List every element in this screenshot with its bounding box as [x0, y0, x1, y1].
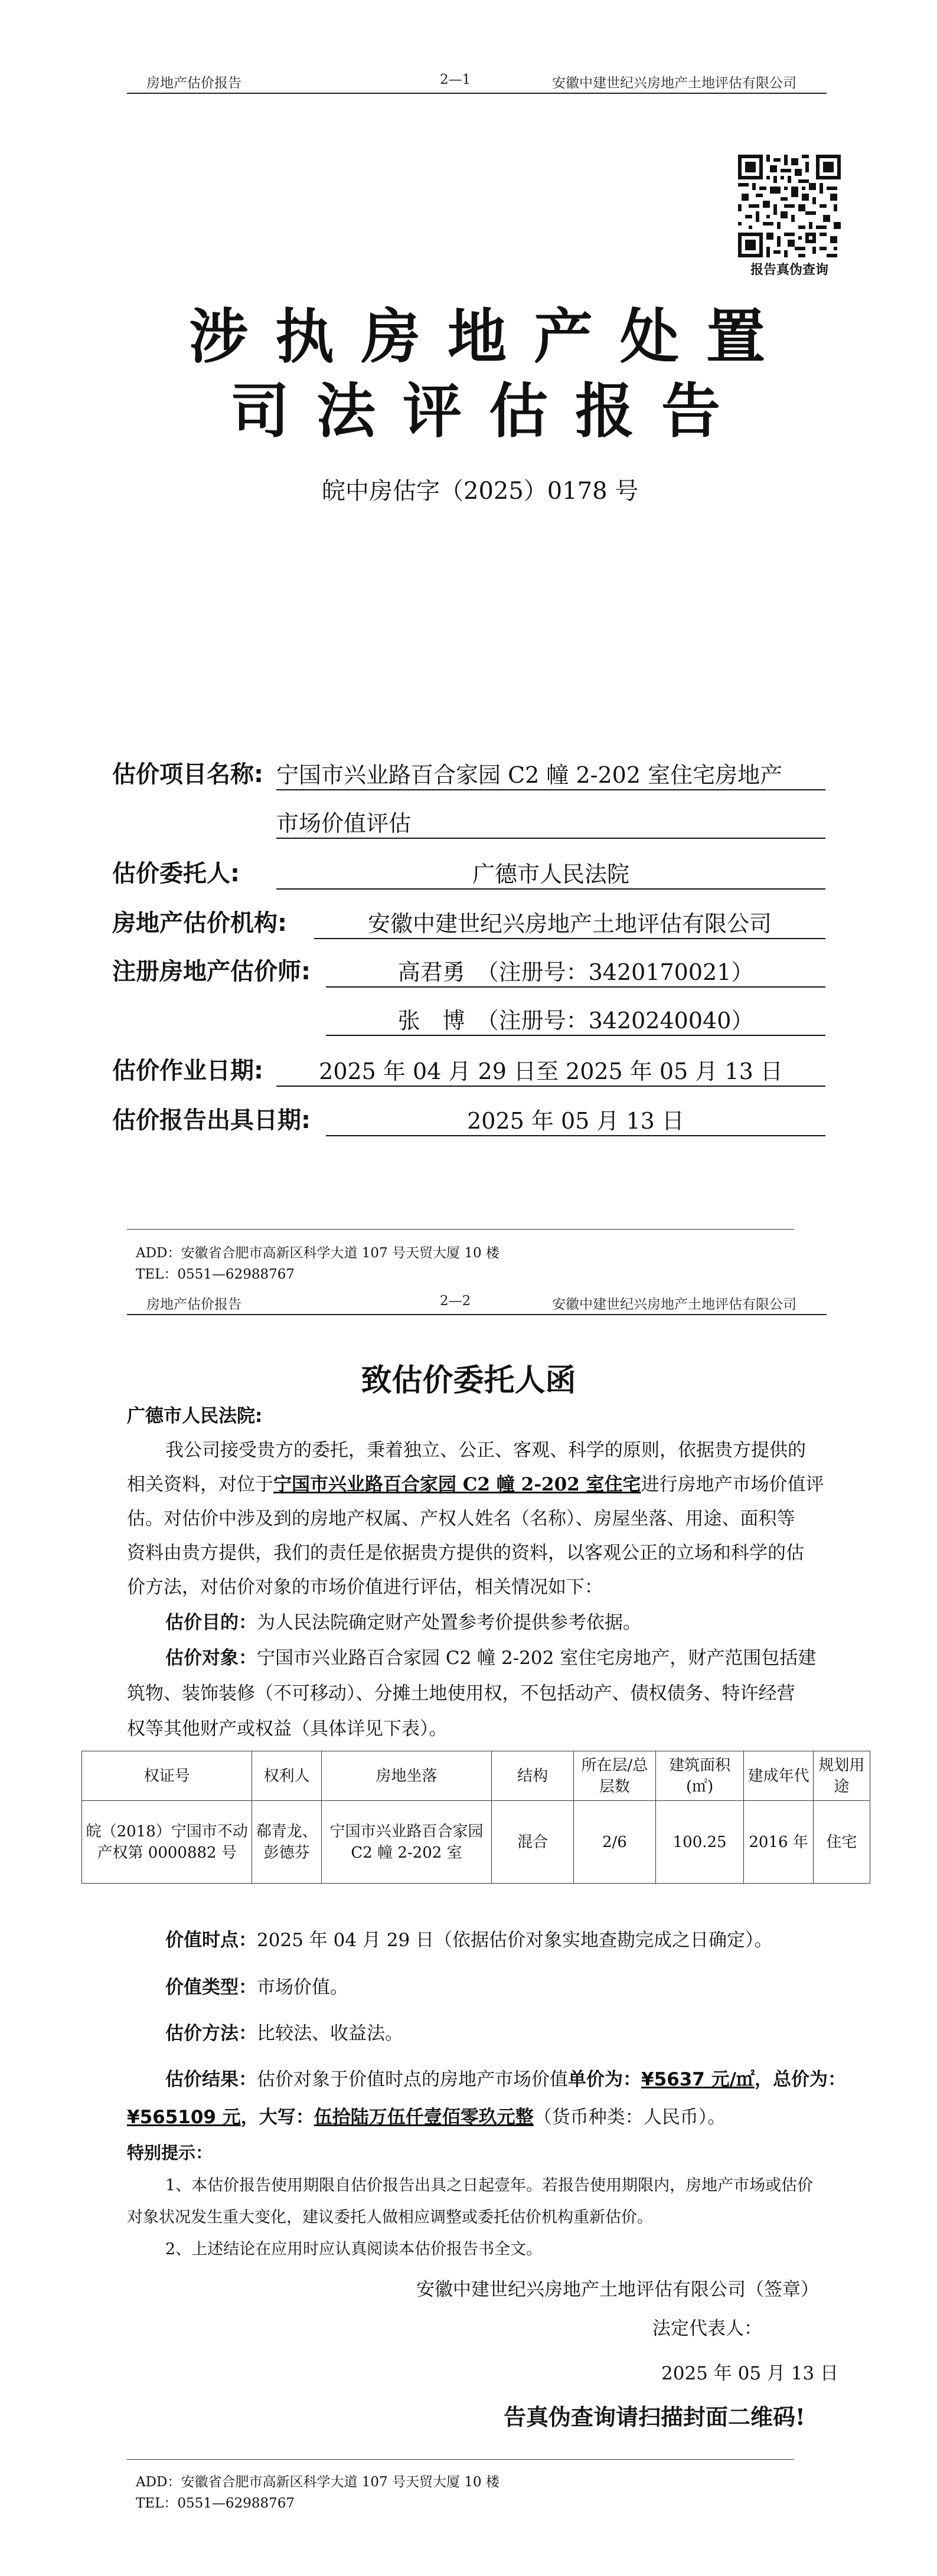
purpose-text: 为人民法院确定财产处置参考价提供参考依据。	[257, 1612, 641, 1633]
table-cell: 2/6	[574, 1801, 656, 1884]
table-header: 规划用途	[813, 1751, 870, 1801]
table-cell: 100.25	[655, 1801, 744, 1884]
project-name-value-line-2: 市场价值评估	[276, 805, 825, 839]
method-text: 比较法、收益法。	[257, 2023, 403, 2044]
signature-legal-rep: 法定代表人：	[652, 2318, 762, 2339]
header-left: 房地产估价报告	[146, 1297, 241, 1312]
total-price-value: ¥565109 元	[127, 2107, 241, 2128]
method-label: 估价方法：	[165, 2023, 257, 2044]
note-2: 2、上述结论在应用时应认真阅读本估价报告书全文。	[165, 2240, 543, 2258]
footer-phone: TEL：0551—62988767	[136, 2496, 295, 2511]
work-period-value: 2025 年 04 月 29 日至 2025 年 05 月 13 日	[276, 1053, 825, 1087]
intro-line-4: 资料由贵方提供，我们的责任是依据贵方提供的资料，以客观公正的立场和科学的估	[127, 1542, 804, 1564]
footer-rule	[127, 1229, 794, 1230]
value-type-label: 价值类型：	[165, 1977, 257, 1998]
table-cell: 2016 年	[744, 1801, 813, 1884]
intro-text: 相关资料，对位于	[127, 1474, 273, 1495]
header-rule	[127, 93, 827, 94]
header-left: 房地产估价报告	[146, 76, 241, 91]
object-line-2: 筑物、装饰装修（不可移动）、分摊土地使用权，不包括动产、债权债务、特许经营	[127, 1683, 795, 1704]
table-cell: 混合	[492, 1801, 574, 1884]
registered-appraiser-label: 注册房地产估价师:	[112, 958, 311, 985]
work-period-label: 估价作业日期:	[112, 1057, 263, 1084]
header-page-number: 2—2	[440, 1293, 471, 1309]
issue-date-value: 2025 年 05 月 13 日	[326, 1103, 825, 1136]
property-table	[81, 1751, 870, 1884]
footer-address: ADD：安徽省合肥市高新区科学大道 107 号天贸大厦 10 楼	[136, 2474, 499, 2490]
currency-text: （货币种类：人民币）。	[533, 2107, 726, 2128]
note-1-line-2: 对象状况发生重大变化，建议委托人做相应调整或委托估价机构重新估价。	[127, 2208, 653, 2227]
unit-price-value: ¥5637 元/㎡	[641, 2069, 755, 2090]
note-1-line-1: 1、本估价报告使用期限自估价报告出具之日起壹年。若报告使用期限内，房地产市场或估价	[165, 2176, 814, 2195]
intro-text: 进行房地产市场价值评	[641, 1474, 824, 1495]
object-line-3: 权等其他财产或权益（具体详见下表）。	[127, 1718, 448, 1740]
value-time-label: 价值时点：	[165, 1930, 257, 1951]
signature-date: 2025 年 05 月 13 日	[661, 2363, 839, 2384]
object-text: 宁国市兴业路百合家园 C2 幢 2-202 室住宅房地产，财产范围包括建	[257, 1647, 817, 1669]
value-time-line	[165, 1924, 773, 1957]
issue-date-label: 估价报告出具日期:	[112, 1107, 311, 1134]
table-cell: 皖（2018）宁国市不动产权第 0000882 号	[82, 1801, 252, 1884]
registered-appraiser-value-1: 高君勇 （注册号：3420170021）	[326, 954, 825, 988]
result-text: 估价对象于价值时点的房地产市场价值	[257, 2069, 568, 2090]
result-line-2	[127, 2101, 726, 2134]
addressee: 广德市人民法院:	[127, 1405, 263, 1427]
table-header: 权证号	[82, 1751, 252, 1801]
footer-rule	[127, 2459, 794, 2460]
header-rule	[127, 1314, 827, 1315]
appraisal-agency-label: 房地产估价机构:	[112, 910, 287, 937]
upper-case-label: ，大写：	[240, 2107, 314, 2128]
upper-case-value: 伍拾陆万伍仟壹佰零玖元整	[314, 2107, 534, 2128]
result-line-1	[165, 2064, 846, 2096]
project-name-label: 估价项目名称:	[112, 761, 263, 788]
table-row	[82, 1801, 870, 1884]
qr-verify-hint: 告真伪查询请扫描封面二维码!	[504, 2404, 805, 2430]
purpose-label: 估价目的：	[165, 1612, 257, 1633]
property-address-underlined: 宁国市兴业路百合家园 C2 幢 2-202 室住宅	[273, 1474, 641, 1495]
result-label: 估价结果：	[165, 2069, 257, 2090]
total-price-label: ，总价为：	[754, 2069, 846, 2090]
table-header: 结构	[492, 1751, 574, 1801]
value-time-text: 2025 年 04 月 29 日（依据估价对象实地查勘完成之日确定）。	[257, 1930, 773, 1951]
table-header: 建筑面积(㎡)	[655, 1751, 744, 1801]
table-header: 所在层/总层数	[574, 1751, 656, 1801]
header-page-number: 2—1	[440, 72, 471, 87]
intro-line-2	[127, 1469, 824, 1501]
signature-company: 安徽中建世纪兴房地产土地评估有限公司（签章）	[416, 2279, 819, 2300]
footer-address: ADD：安徽省合肥市高新区科学大道 107 号天贸大厦 10 楼	[136, 1245, 499, 1261]
special-notes-label: 特别提示：	[127, 2143, 213, 2163]
table-cell: 郗青龙、彭德芬	[252, 1801, 321, 1884]
footer-phone: TEL：0551—62988767	[136, 1267, 295, 1282]
qr-code-icon	[738, 155, 841, 257]
registered-appraiser-value-2: 张 博 （注册号：3420240040）	[326, 1002, 825, 1036]
header-right: 安徽中建世纪兴房地产土地评估有限公司	[552, 76, 796, 91]
purpose-line	[165, 1607, 641, 1639]
table-header-row	[82, 1751, 870, 1801]
intro-line-3: 估。对估价中涉及到的房地产权属、产权人姓名（名称）、房屋坐落、用途、面积等	[127, 1508, 795, 1529]
table-header: 权利人	[252, 1751, 321, 1801]
client-label: 估价委托人:	[112, 860, 240, 887]
method-line	[165, 2018, 403, 2050]
report-number: 皖中房估字（2025）0178 号	[322, 478, 639, 505]
intro-line-1: 我公司接受贵方的委托，秉着独立、公正、客观、科学的原则，依据贵方提供的	[165, 1440, 806, 1461]
report-title-line-2: 司法评估报告	[230, 376, 747, 446]
object-label: 估价对象：	[165, 1647, 257, 1669]
object-line-1	[165, 1642, 816, 1675]
value-type-line	[165, 1972, 348, 2004]
letter-title: 致估价委托人函	[361, 1362, 576, 1398]
intro-line-5: 价方法，对估价对象的市场价值进行评估，相关情况如下：	[127, 1577, 603, 1598]
report-title-line-1: 涉执房地产处置	[189, 302, 792, 371]
qr-caption: 报告真伪查询	[750, 262, 828, 277]
client-value: 广德市人民法院	[276, 856, 825, 890]
table-header: 建成年代	[744, 1751, 813, 1801]
unit-price-label: 单价为：	[568, 2069, 641, 2090]
project-name-value: 宁国市兴业路百合家园 C2 幢 2-202 室住宅房地产	[276, 757, 825, 790]
header-right: 安徽中建世纪兴房地产土地评估有限公司	[552, 1297, 796, 1312]
table-cell: 宁国市兴业路百合家园 C2 幢 2-202 室	[321, 1801, 491, 1884]
appraisal-agency-value: 安徽中建世纪兴房地产土地评估有限公司	[314, 905, 825, 939]
table-header: 房地坐落	[321, 1751, 491, 1801]
table-cell: 住宅	[813, 1801, 870, 1884]
value-type-text: 市场价值。	[257, 1977, 348, 1998]
